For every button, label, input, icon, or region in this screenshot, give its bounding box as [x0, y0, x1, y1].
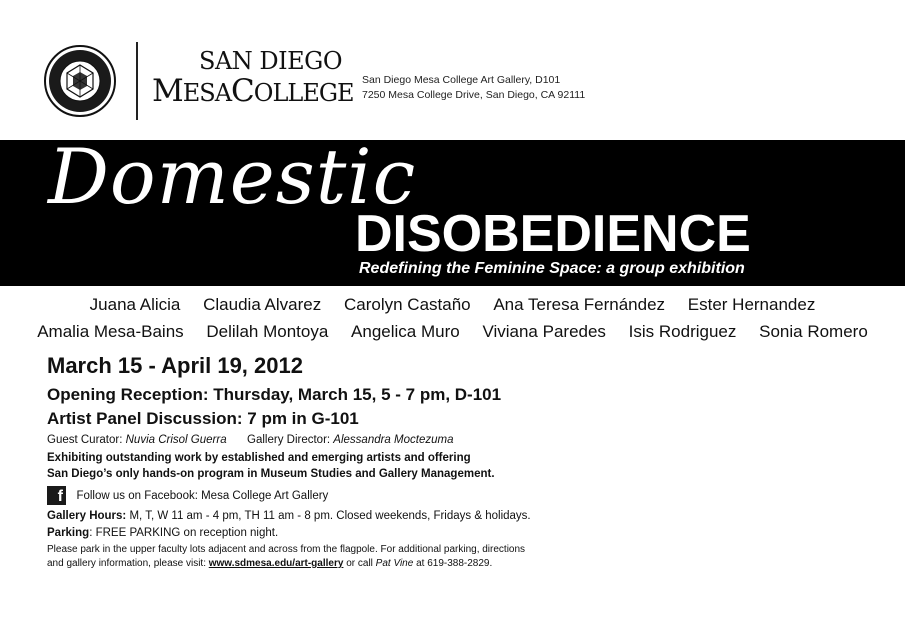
- curator-credits: [47, 434, 453, 446]
- address-line-1: San Diego Mesa College Art Gallery, D101: [362, 74, 561, 86]
- artist-list-row-2: [0, 322, 905, 342]
- title-block-word: DISOBEDIENCE: [355, 205, 751, 263]
- gallery-hours: [47, 510, 531, 522]
- exhibition-dates: March 15 - April 19, 2012: [47, 353, 303, 378]
- description-line-1: Exhibiting outstanding work by established and emerging artists and offering: [47, 452, 471, 464]
- parking-note-line-1: Please park in the upper faculty lots adjacent and across from the flagpole. For additional parking, directions: [47, 544, 526, 555]
- artist-name: Claudia Alvarez: [203, 295, 322, 314]
- college-seal-logo: [44, 45, 116, 117]
- parking-label: Parking: [47, 527, 90, 539]
- artist-name: Juana Alicia: [89, 295, 181, 314]
- artist-name: Amalia Mesa-Bains: [37, 322, 184, 341]
- college-name-line2: MESACOLLEGE: [152, 73, 354, 109]
- title-script-word: Domestic: [48, 140, 417, 221]
- college-name-line1: SAN DIEGO: [199, 47, 343, 75]
- parking-note-line-2: and gallery information, please visit: www.sdmesa.edu/art-gallery or call Pat Vine at 619-388-2829.: [47, 558, 493, 569]
- parking-text: : FREE PARKING on reception night.: [89, 527, 279, 539]
- header-divider: [136, 42, 138, 120]
- artist-name: Ana Teresa Fernández: [493, 295, 666, 314]
- hours-label: Gallery Hours:: [47, 510, 127, 522]
- facebook-icon: f: [47, 486, 66, 505]
- artist-name: Isis Rodriguez: [628, 322, 737, 341]
- artist-list-row-1: [0, 295, 905, 315]
- gallery-website-link[interactable]: www.sdmesa.edu/art-gallery: [208, 558, 344, 569]
- description-line-2: San Diego’s only hands-on program in Museum Studies and Gallery Management.: [47, 468, 495, 480]
- title-banner: [0, 140, 905, 286]
- artist-name: Angelica Muro: [351, 322, 460, 341]
- exhibition-subtitle: Redefining the Feminine Space: a group exhibition: [359, 260, 745, 277]
- artist-name: Delilah Montoya: [206, 322, 329, 341]
- artist-name: Viviana Paredes: [482, 322, 606, 341]
- gallery-address: [362, 73, 585, 103]
- artist-panel: Artist Panel Discussion: 7 pm in G-101: [47, 409, 359, 428]
- director-label: Gallery Director:: [247, 434, 331, 446]
- artist-name: Sonia Romero: [759, 322, 868, 341]
- contact-name: Pat Vine: [375, 558, 414, 569]
- facebook-row: [47, 486, 328, 506]
- facebook-text: Follow us on Facebook: Mesa College Art Gallery: [76, 489, 329, 502]
- parking-info: [47, 527, 278, 539]
- artist-name: Carolyn Castaño: [343, 295, 471, 314]
- hours-text: M, T, W 11 am - 4 pm, TH 11 am - 8 pm. Closed weekends, Fridays & holidays.: [129, 510, 531, 522]
- director-name: Alessandra Moctezuma: [333, 434, 454, 446]
- exhibition-description: [47, 450, 495, 482]
- curator-name: Nuvia Crisol Guerra: [125, 434, 227, 446]
- address-line-2: 7250 Mesa College Drive, San Diego, CA 92111: [362, 89, 586, 101]
- curator-label: Guest Curator:: [47, 434, 123, 446]
- parking-note: [47, 543, 525, 571]
- artist-name: Ester Hernandez: [687, 295, 816, 314]
- opening-reception: Opening Reception: Thursday, March 15, 5 - 7 pm, D-101: [47, 385, 502, 404]
